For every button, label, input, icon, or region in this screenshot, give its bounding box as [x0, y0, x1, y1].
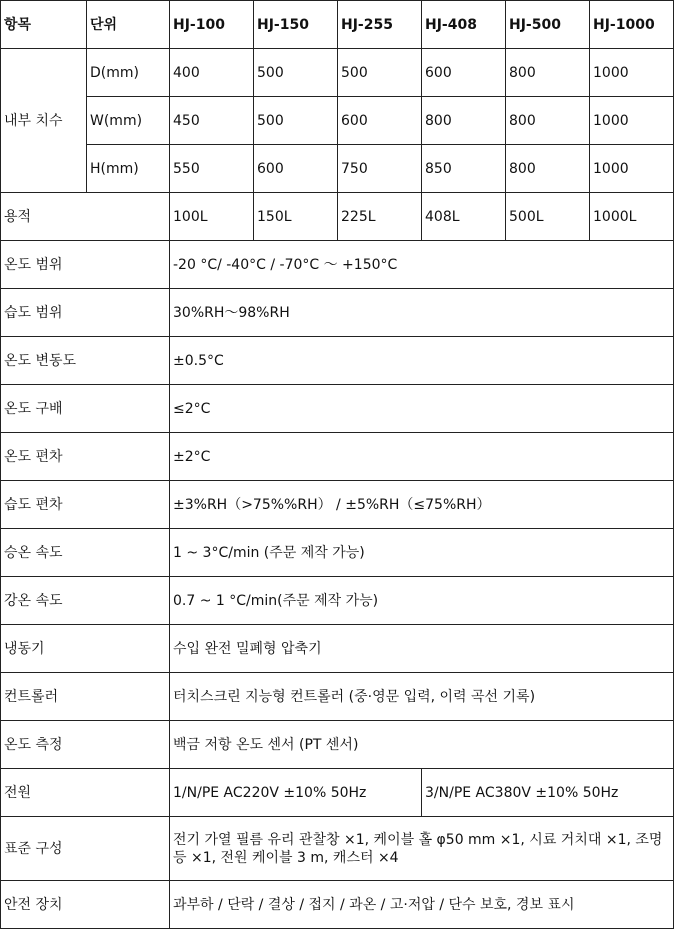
spec-label: 온도 구배: [1, 385, 170, 433]
volume-row: [1, 193, 674, 241]
dims-value: 600: [254, 145, 338, 193]
spec-row-humidity-deviation: [1, 481, 674, 529]
dims-label: 내부 치수: [1, 49, 87, 193]
spec-row-temp-range: [1, 241, 674, 289]
dims-value: 800: [422, 97, 506, 145]
spec-value: 30%RH～98%RH: [170, 289, 674, 337]
spec-label: 온도 편차: [1, 433, 170, 481]
dims-value: 550: [170, 145, 254, 193]
dims-row-d: [1, 49, 674, 97]
dims-value: 1000: [590, 97, 674, 145]
volume-label: 용적: [1, 193, 170, 241]
spec-label: 온도 범위: [1, 241, 170, 289]
dims-value: 1000: [590, 49, 674, 97]
header-model: HJ-408: [422, 1, 506, 49]
standard-value: 전기 가열 필름 유리 관찰창 ×1, 케이블 홀 φ50 mm ×1, 시료 거치대 ×1, 조명등 ×1, 전원 케이블 3 m, 캐스터 ×4: [170, 817, 674, 881]
standard-row: [1, 817, 674, 881]
dims-value: 450: [170, 97, 254, 145]
volume-value: 500L: [506, 193, 590, 241]
spec-value: ±0.5°C: [170, 337, 674, 385]
volume-value: 225L: [338, 193, 422, 241]
header-model: HJ-150: [254, 1, 338, 49]
spec-row-temp-deviation: [1, 433, 674, 481]
dims-row-w: [1, 97, 674, 145]
spec-value: 수입 완전 밀폐형 압축기: [170, 625, 674, 673]
volume-value: 100L: [170, 193, 254, 241]
dims-value: 800: [506, 49, 590, 97]
dims-value: 500: [254, 49, 338, 97]
spec-row-controller: [1, 673, 674, 721]
dims-value: 600: [338, 97, 422, 145]
header-model: HJ-500: [506, 1, 590, 49]
safety-row: [1, 881, 674, 929]
spec-row-cooling-rate: [1, 577, 674, 625]
spec-label: 냉동기: [1, 625, 170, 673]
spec-value: 1 ~ 3°C/min (주문 제작 가능): [170, 529, 674, 577]
spec-row-temp-gradient: [1, 385, 674, 433]
dims-value: 1000: [590, 145, 674, 193]
dims-value: 850: [422, 145, 506, 193]
header-model: HJ-1000: [590, 1, 674, 49]
spec-label: 승온 속도: [1, 529, 170, 577]
spec-label: 습도 편차: [1, 481, 170, 529]
standard-label: 표준 구성: [1, 817, 170, 881]
power-single-phase: 1/N/PE AC220V ±10% 50Hz: [170, 769, 422, 817]
dims-value: 800: [506, 97, 590, 145]
volume-value: 1000L: [590, 193, 674, 241]
spec-row-temp-fluctuation: [1, 337, 674, 385]
dims-unit: D(mm): [87, 49, 170, 97]
spec-value: ±3%RH（>75%%RH） / ±5%RH（≤75%RH）: [170, 481, 674, 529]
spec-value: -20 °C/ -40°C / -70°C ～ +150°C: [170, 241, 674, 289]
dims-value: 400: [170, 49, 254, 97]
spec-value: 백금 저항 온도 센서 (PT 센서): [170, 721, 674, 769]
power-label: 전원: [1, 769, 170, 817]
spec-label: 습도 범위: [1, 289, 170, 337]
dims-value: 500: [338, 49, 422, 97]
dims-value: 500: [254, 97, 338, 145]
header-model: HJ-100: [170, 1, 254, 49]
dims-value: 600: [422, 49, 506, 97]
safety-label: 안전 장치: [1, 881, 170, 929]
dims-value: 750: [338, 145, 422, 193]
power-three-phase: 3/N/PE AC380V ±10% 50Hz: [422, 769, 674, 817]
spec-row-refrigerator: [1, 625, 674, 673]
spec-row-humidity-range: [1, 289, 674, 337]
header-item: 항목: [1, 1, 87, 49]
spec-label: 온도 측정: [1, 721, 170, 769]
spec-row-heating-rate: [1, 529, 674, 577]
spec-value: ±2°C: [170, 433, 674, 481]
spec-value: ≤2°C: [170, 385, 674, 433]
volume-value: 150L: [254, 193, 338, 241]
power-row: [1, 769, 674, 817]
dims-unit: W(mm): [87, 97, 170, 145]
safety-value: 과부하 / 단락 / 결상 / 접지 / 과온 / 고·저압 / 단수 보호, 경보 표시: [170, 881, 674, 929]
dims-row-h: [1, 145, 674, 193]
spec-value: 터치스크린 지능형 컨트롤러 (중·영문 입력, 이력 곡선 기록): [170, 673, 674, 721]
spec-label: 강온 속도: [1, 577, 170, 625]
dims-unit: H(mm): [87, 145, 170, 193]
header-row: [1, 1, 674, 49]
dims-value: 800: [506, 145, 590, 193]
spec-row-temp-measurement: [1, 721, 674, 769]
spec-label: 온도 변동도: [1, 337, 170, 385]
header-model: HJ-255: [338, 1, 422, 49]
volume-value: 408L: [422, 193, 506, 241]
spec-value: 0.7 ~ 1 °C/min(주문 제작 가능): [170, 577, 674, 625]
spec-label: 컨트롤러: [1, 673, 170, 721]
header-unit: 단위: [87, 1, 170, 49]
